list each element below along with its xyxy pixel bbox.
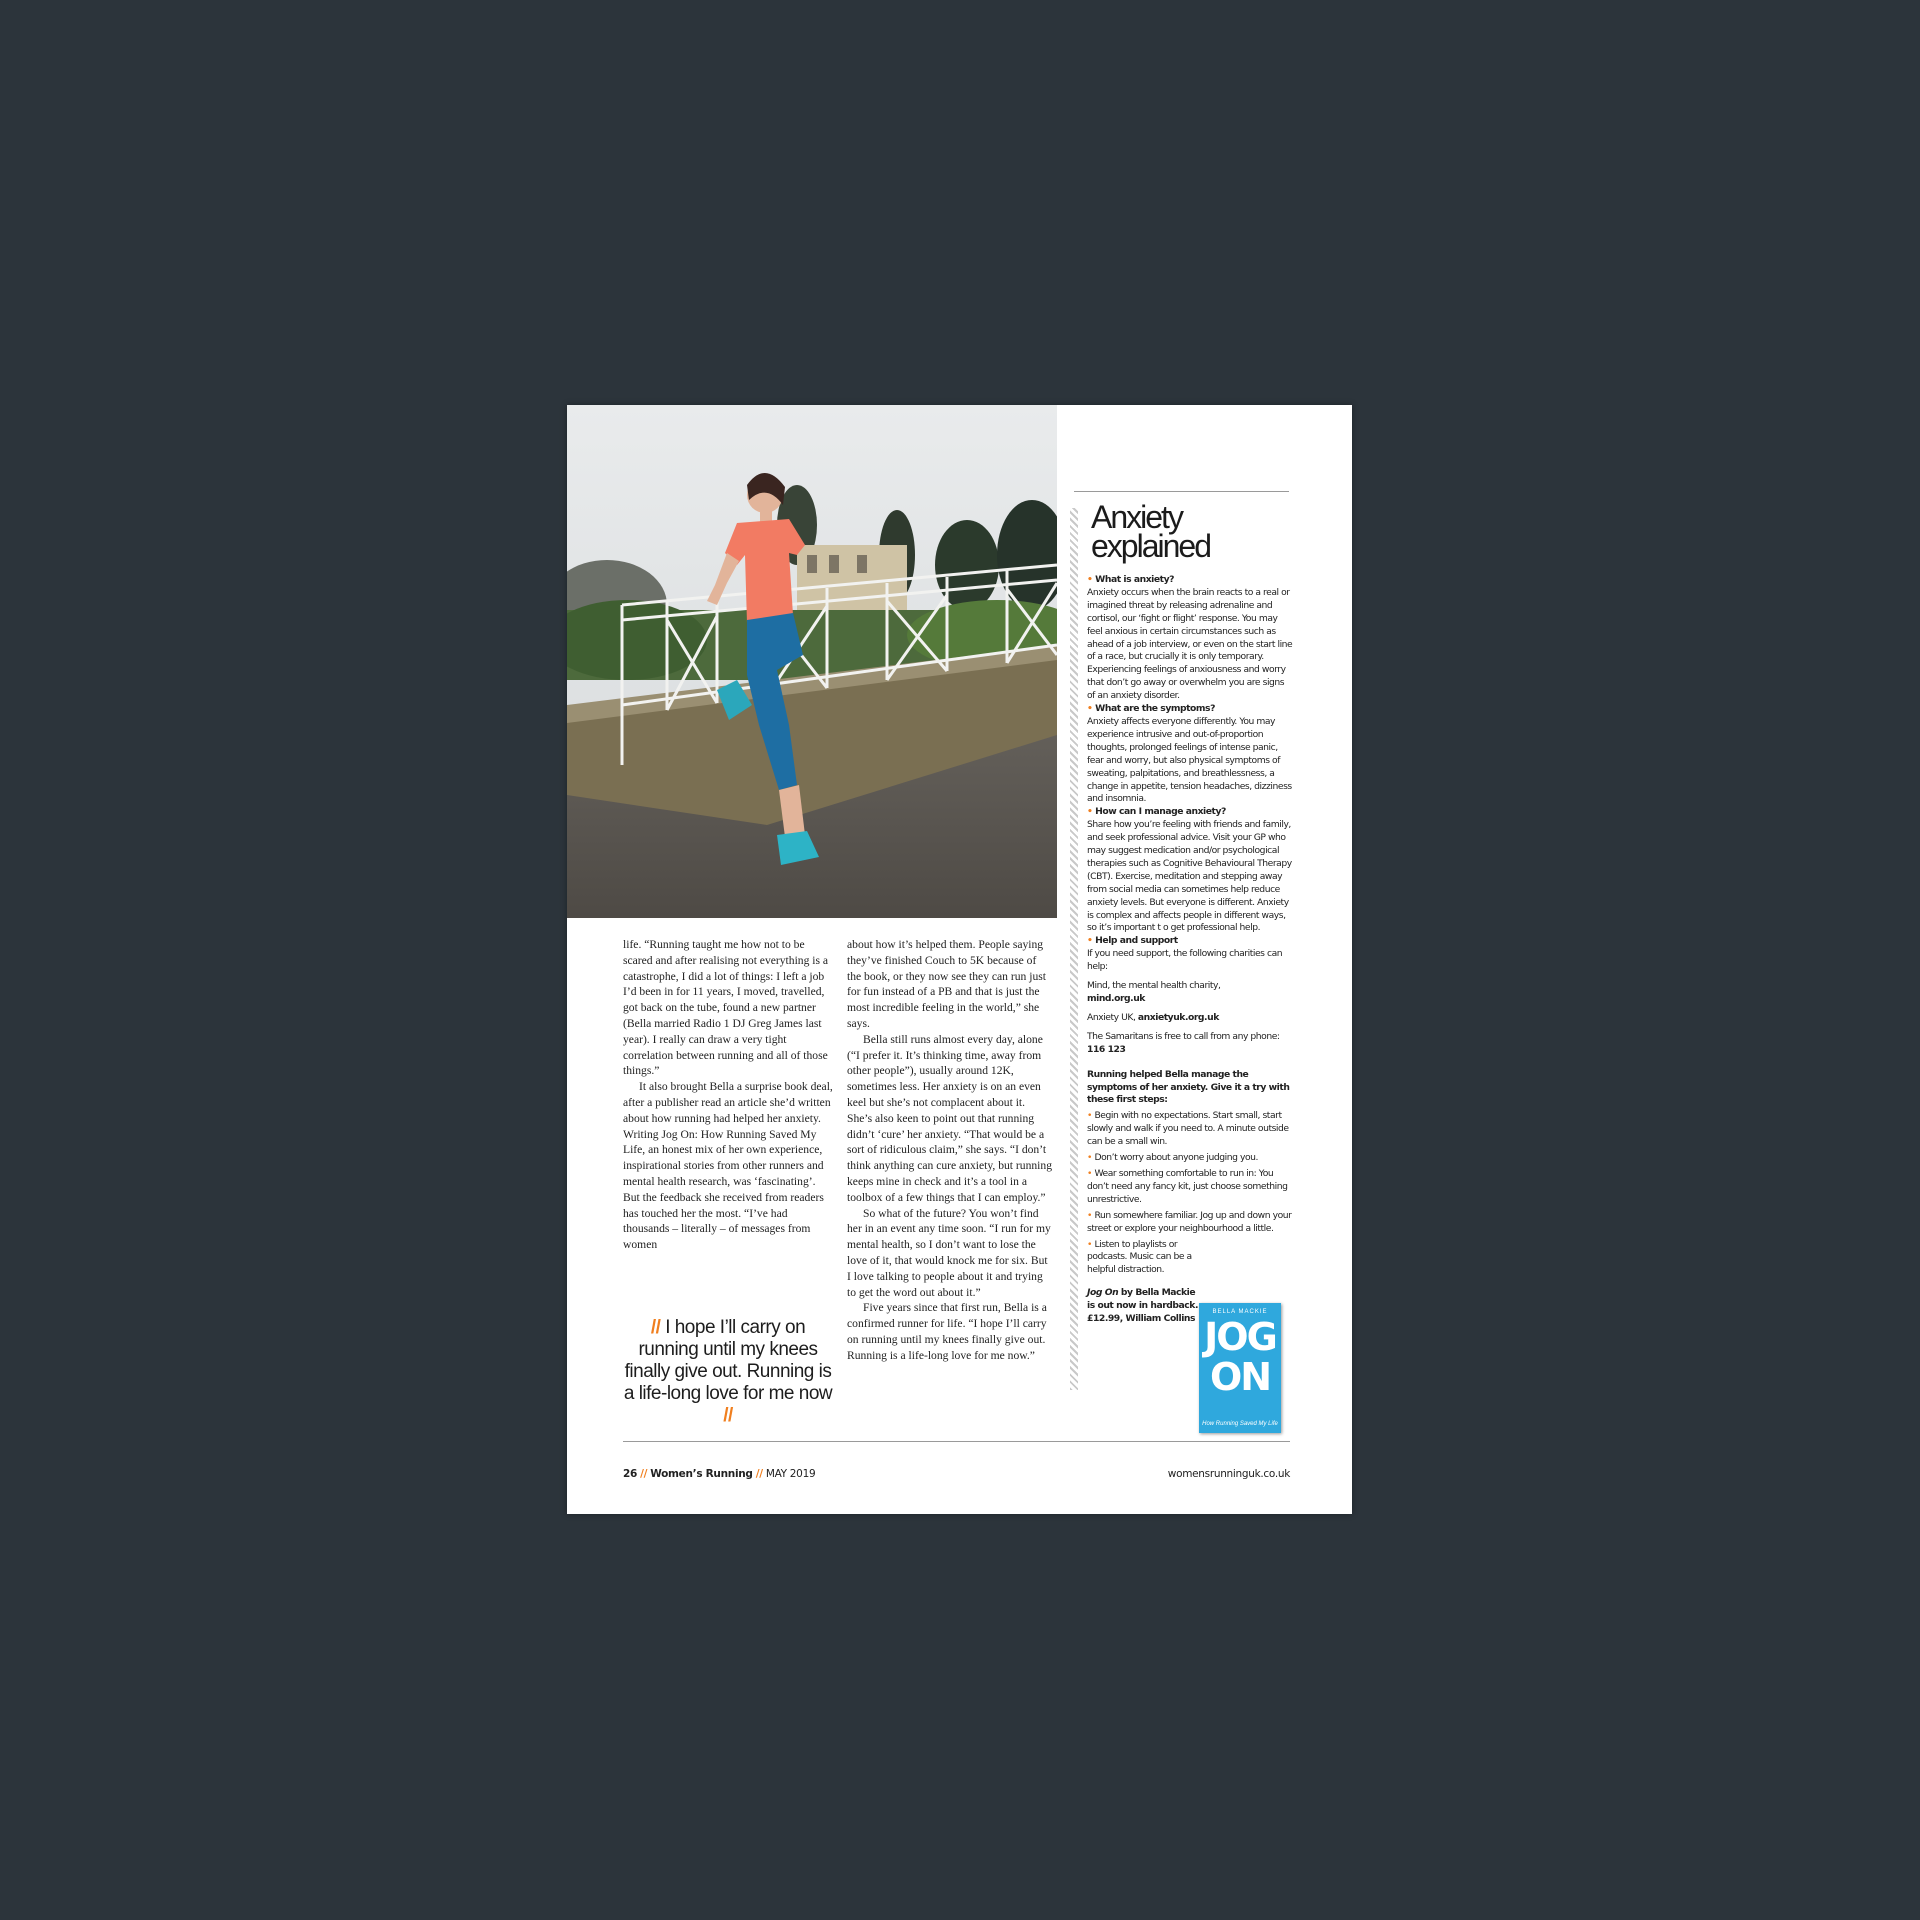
footer-slash: // (640, 1468, 648, 1480)
pull-quote (623, 1317, 833, 1427)
steps-intro: Running helped Bella manage the symptoms of her anxiety. Give it a try with these first steps: (1087, 1068, 1290, 1106)
answer-text: Anxiety affects everyone differently. You may experience intrusive and out-of-proportion thoughts, prolonged feelings of intense panic, fear and worry, but also physical symptoms of sweating, palpitations, and breathlessness, a change in appetite, tension headaches, dizziness and insomnia. (1087, 715, 1292, 805)
page-footer-left (623, 1468, 815, 1480)
charity-samaritans (1087, 1031, 1293, 1057)
footer-slash: // (755, 1468, 763, 1480)
book-credit-details: by Bella Mackie is out now in hardback. £12.99, William Collins (1087, 1287, 1199, 1325)
tip-item: • Begin with no expectations. Start small, start slowly and walk if you need to. A minute outside can be a small win. (1087, 1110, 1293, 1149)
question-heading: • Help and support (1087, 935, 1293, 948)
sidebar-title-line-1: Anxiety (1091, 499, 1182, 535)
sidebar-hatched-stripe (1070, 508, 1078, 1390)
tip-item: • Run somewhere familiar. Jog up and down your street or explore your neighbourhood a little. (1087, 1210, 1293, 1236)
quote-slash-close: // (723, 1405, 733, 1426)
footer-rule (623, 1441, 1290, 1442)
book-credit-title: Jog On (1087, 1287, 1119, 1299)
book-cover-title-line-1: JOG (1204, 1315, 1276, 1359)
article-paragraph: Five years since that first run, Bella is a confirmed runner for life. “I hope I’ll carry on running until my knees finally give out. Running is a life-long love for me now.” (847, 1301, 1047, 1362)
book-cover-author: BELLA MACKIE (1212, 1309, 1268, 1315)
charity-mind-url[interactable]: mind.org.uk (1087, 993, 1145, 1004)
article-paragraph: It also brought Bella a surprise book deal, after a publisher read an article she’d written about how running had helped her anxiety. Writing Jog On: How Running Saved My Life, an honest mix of her own experience, inspirational stories from other runners and mental health research, was ‘fascinating’. But the feedback she received from readers has touched her the most. “I’ve had thousands – literally – of messages from women (623, 1080, 833, 1252)
book-cover-subtitle: How Running Saved My Life (1202, 1421, 1278, 1427)
book-cover-title (1199, 1317, 1281, 1397)
tip-item: • Don’t worry about anyone judging you. (1087, 1152, 1293, 1165)
question-heading: • What is anxiety? (1087, 574, 1293, 587)
answer-text: If you need support, the following charities can help: (1087, 948, 1283, 973)
charity-mind-text: Mind, the mental health charity, (1087, 980, 1221, 992)
answer-text: Share how you’re feeling with friends and family, and seek professional advice. Visit your GP who may suggest medication and/or psychological therapies such as Cognitive Behavioural Therapy (CBT). Exercise, meditation and stepping away from social media can sometimes help reduce anxiety levels. But everyone is different. Anxiety is complex and affects people in different ways, so it’s important t o get professional help. (1087, 819, 1292, 934)
article-column-1 (623, 937, 833, 1253)
issue-date: MAY 2019 (765, 1468, 816, 1480)
quote-slash-open: // (650, 1317, 661, 1338)
pull-quote-text: I hope I’ll carry on running until my knees finally give out. Running is a life-long love for me now (623, 1317, 833, 1404)
runner-photo (567, 405, 1057, 918)
website-url[interactable]: womensrunninguk.co.uk (1167, 1468, 1290, 1480)
charity-mind (1087, 980, 1293, 1006)
charity-anxiety-uk-url[interactable]: anxietyuk.org.uk (1137, 1011, 1219, 1023)
magazine-name: Women’s Running (650, 1468, 753, 1480)
book-cover-title-line-2: ON (1209, 1355, 1271, 1399)
answer-text: Anxiety occurs when the brain reacts to a real or imagined threat by releasing adrenaline and cortisol, our ‘fight or flight’ response. You may feel anxious in certain circumstances such as ahead of a job interview, or even on the start line of a race, but crucially it is only temporary. Experiencing feelings of anxiousness and worry that don’t go away or overwhelm you are signs of an anxiety disorder. (1087, 586, 1293, 702)
article-paragraph: So what of the future? You won’t find her in an event any time soon. “I run for my mental health, so I don’t want to lose the love of it, that would knock me for six. But I love talking to people about it and trying to get the word out about it.” (847, 1206, 1051, 1299)
article-paragraph: life. “Running taught me how not to be scared and after realising not everything is a catastrophe, I did a lot of things: I left a job I’d been in for 11 years, I moved, travelled, got back on the tube, found a new partner (Bella married Radio 1 DJ Greg James last year). I really can draw a very tight correlation between running and all of those things.” (623, 938, 829, 1078)
tip-item: • Listen to playlists or podcasts. Music can be a helpful distraction. (1087, 1239, 1199, 1278)
tip-item: • Wear something comfortable to run in: You don’t need any fancy kit, just choose something unrestrictive. (1087, 1168, 1293, 1207)
article-paragraph: Bella still runs almost every day, alone (“I prefer it. It’s thinking time, away from other people”), usually around 12K, sometimes less. Her anxiety is on an even keel but she’s not complacent about it. She’s also keen to point out that running didn’t ‘cure’ her anxiety. “That would be a sort of ridiculous claim,” she says. “I don’t think anything can cure anxiety, but running keeps mine in check and it’s a tool in a toolbox of a few things that I can employ.” (847, 1032, 1052, 1204)
anxiety-sidebar (1087, 499, 1293, 1326)
charity-anxiety-uk (1087, 1012, 1293, 1025)
book-cover-image (1199, 1303, 1281, 1433)
sidebar-top-rule (1074, 491, 1289, 492)
page-number: 26 (623, 1468, 638, 1480)
charity-samaritans-text: The Samaritans is free to call from any phone: (1087, 1030, 1280, 1042)
sidebar-title-line-2: explained (1091, 528, 1210, 564)
sidebar-title (1091, 499, 1293, 564)
question-heading: • What are the symptoms? (1087, 703, 1293, 716)
magazine-page (567, 405, 1352, 1514)
charity-anxiety-uk-text: Anxiety UK, (1087, 1011, 1136, 1023)
book-credit (1087, 1287, 1199, 1326)
article-column-2 (847, 937, 1052, 1364)
article-paragraph: about how it’s helped them. People saying they’ve finished Couch to 5K because of the book, or they now see they can run just for fun instead of a PB and that is just the most incredible feeling in the world,” she says. (847, 938, 1046, 1030)
question-heading: • How can I manage anxiety? (1087, 806, 1293, 819)
charity-samaritans-phone: 116 123 (1087, 1043, 1126, 1055)
